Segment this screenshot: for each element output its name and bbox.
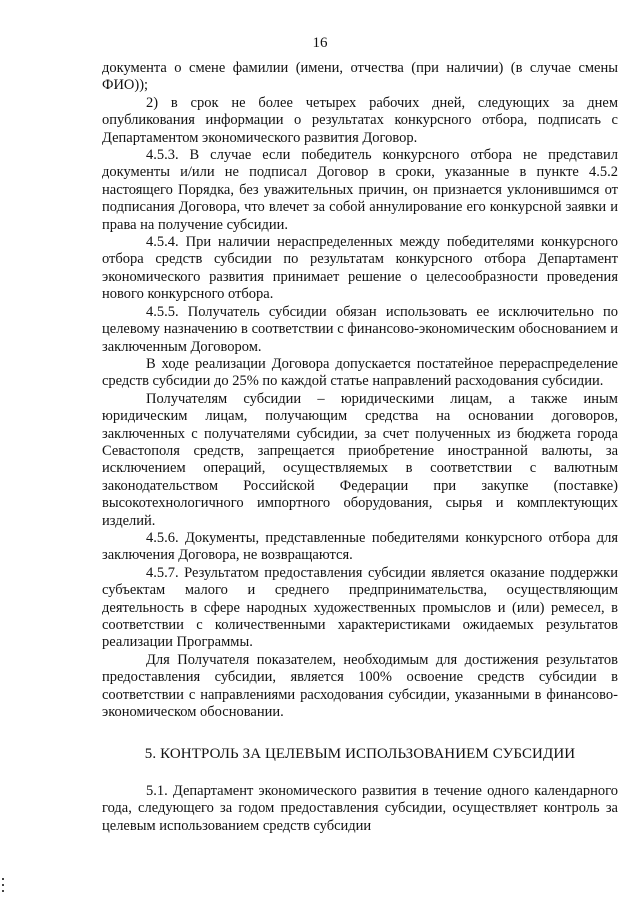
paragraph: документа о смене фамилии (имени, отчества (при наличии) (в случае смены ФИО)); [102, 60, 618, 94]
scan-edge-marks [2, 878, 4, 900]
paragraph: В ходе реализации Договора допускается постатейное перераспределение средств субсидии до 25% по каждой статье направлений расходования субсидии. [102, 355, 618, 390]
paragraph: 4.5.3. В случае если победитель конкурсного отбора не представил документы и/или не подписал Договор в сроки, указанные в пункте 4.5.2 настоящего Порядка, без уважительных причин, он признается уклонившимся от подписания Договора, что влечет за собой аннулирование его конкурсной заявки и права на получение субсидии. [102, 147, 618, 233]
page-number: 16 [312, 35, 328, 51]
document-body [102, 60, 618, 721]
paragraph: 4.5.7. Результатом предоставления субсидии является оказание поддержки субъектам малого и среднего предпринимательства, осуществляющим деятельность в сфере народных художественных промыслов и (или) ремесел, в соответствии с количественными характеристиками ожидаемых результатов реализации Программы. [102, 564, 618, 651]
section-body [102, 783, 618, 835]
paragraph: 5.1. Департамент экономического развития в течение одного календарного года, следующего за годом предоставления субсидии, осуществляет контроль за целевым использованием средств субсидии [102, 783, 618, 834]
paragraph: 2) в срок не более четырех рабочих дней, следующих за днем опубликования информации о результатах конкурсного отбора, подписать с Департаментом экономического развития Договор. [102, 94, 618, 146]
paragraph: Получателям субсидии – юридическими лицам, а также иным юридическим лицам, получающим средства на основании договоров, заключенных с получателями субсидии, за счет полученных из бюджета города Севастополя средств, запрещается приобретение иностранной валюты, за исключением операций, осуществляемых в соответствии с валютным законодательством Российской Федерации при закупке (поставке) высокотехнологичного импортного оборудования, сырья и комплектующих изделий. [102, 390, 618, 529]
section-heading: 5. КОНТРОЛЬ ЗА ЦЕЛЕВЫМ ИСПОЛЬЗОВАНИЕМ СУБСИДИИ [144, 746, 576, 762]
paragraph: 4.5.4. При наличии нераспределенных между победителями конкурсного отбора средств субсидии по результатам конкурсного отбора Департамент экономического развития принимает решение о целесообразности проведения нового конкурсного отбора. [102, 234, 618, 303]
paragraph: 4.5.5. Получатель субсидии обязан использовать ее исключительно по целевому назначению в соответствии с финансово-экономическим обоснованием и заключенным Договором. [102, 303, 618, 355]
paragraph: 4.5.6. Документы, представленные победителями конкурсного отбора для заключения Договора, не возвращаются. [102, 529, 618, 564]
paragraph: Для Получателя показателем, необходимым для достижения результатов предоставления субсидии, является 100% освоение средств субсидии в соответствии с направлениями расходования субсидии, указанными в финансово-экономическом обосновании. [102, 651, 618, 721]
